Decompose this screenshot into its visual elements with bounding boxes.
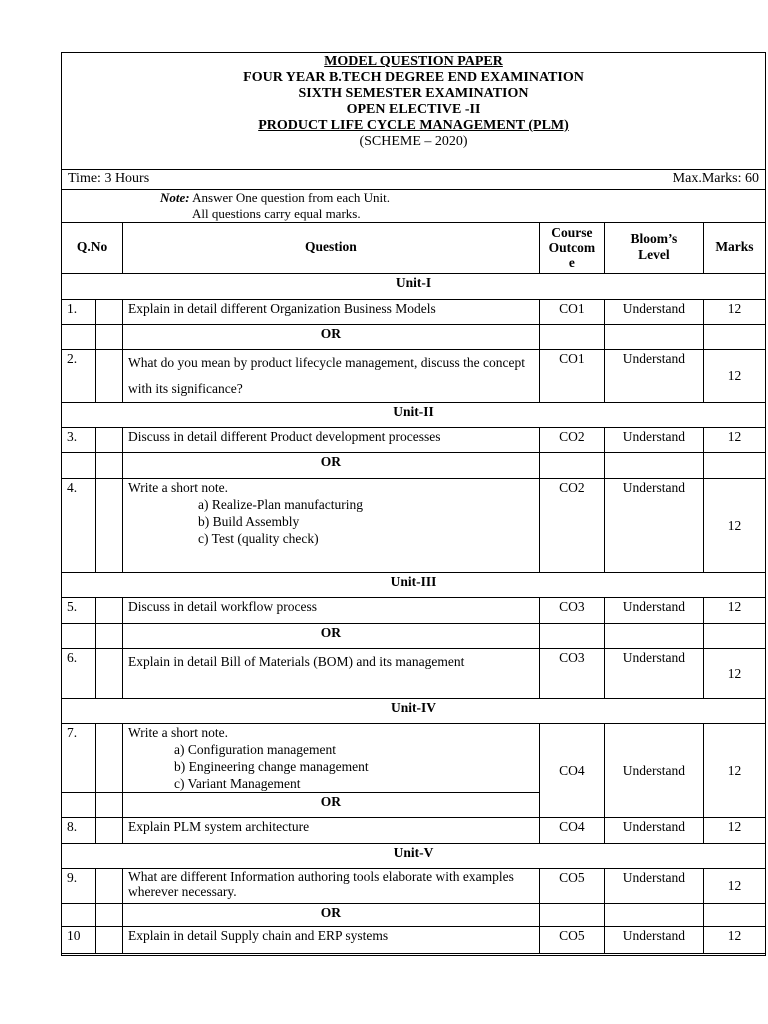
or-row: OR bbox=[62, 452, 766, 478]
unit-row: Unit-V bbox=[62, 843, 766, 868]
time-label: Time: 3 Hours bbox=[68, 171, 150, 186]
note-text-1: Answer One question from each Unit. bbox=[189, 190, 390, 205]
paper-title: MODEL QUESTION PAPER bbox=[324, 54, 503, 69]
col-blooms-level: Bloom’s Level bbox=[604, 222, 703, 273]
scheme-label: (SCHEME – 2020) bbox=[359, 134, 468, 149]
question-paper bbox=[61, 52, 766, 956]
note-line-1 bbox=[160, 190, 390, 206]
note-line-2: All questions carry equal marks. bbox=[192, 206, 361, 221]
time-marks-row bbox=[62, 169, 765, 190]
semester-title: SIXTH SEMESTER EXAMINATION bbox=[298, 86, 529, 101]
col-qno: Q.No bbox=[62, 222, 123, 273]
note-row bbox=[62, 189, 765, 223]
table-row: 3. Discuss in detail different Product development processes CO2 Understand 12 bbox=[62, 427, 766, 452]
questions-table bbox=[61, 222, 766, 954]
unit-row: Unit-I bbox=[62, 273, 766, 299]
table-row: 4. Write a short note. a) Realize-Plan manufacturing b) Build Assembly c) Test (quality check) CO2 Understand 12 bbox=[62, 478, 766, 572]
unit-row: Unit-III bbox=[62, 572, 766, 597]
col-marks: Marks bbox=[703, 222, 765, 273]
table-row: 2. What do you mean by product lifecycle management, discuss the concept with its significance? CO1 Understand 12 bbox=[62, 349, 766, 402]
table-row: 1. Explain in detail different Organization Business Models CO1 Understand 12 bbox=[62, 299, 766, 324]
unit-row: Unit-II bbox=[62, 402, 766, 427]
paper-header bbox=[62, 53, 765, 170]
or-row: OR bbox=[62, 792, 766, 817]
col-course-outcome: Course Outcom e bbox=[539, 222, 604, 273]
exam-title: FOUR YEAR B.TECH DEGREE END EXAMINATION bbox=[243, 70, 584, 85]
elective-title: OPEN ELECTIVE -II bbox=[346, 102, 481, 117]
table-row: 8. Explain PLM system architecture CO4 Understand 12 bbox=[62, 817, 766, 843]
table-header-row bbox=[62, 222, 766, 273]
col-question: Question bbox=[123, 222, 540, 273]
or-row: OR bbox=[62, 623, 766, 648]
table-row: 10 Explain in detail Supply chain and ERP systems CO5 Understand 12 bbox=[62, 926, 766, 953]
table-row: 6. Explain in detail Bill of Materials (BOM) and its management CO3 Understand 12 bbox=[62, 648, 766, 698]
max-marks-label: Max.Marks: 60 bbox=[672, 171, 759, 186]
note-label: Note: bbox=[160, 190, 190, 205]
table-row: 7. Write a short note. a) Configuration management b) Engineering change management c) Variant Management CO4 Understand 12 bbox=[62, 723, 766, 792]
table-row: 9. What are different Information authoring tools elaborate with examples wherever necessary. CO5 Understand 12 bbox=[62, 868, 766, 903]
or-row: OR bbox=[62, 324, 766, 349]
or-row: OR bbox=[62, 903, 766, 926]
unit-row: Unit-IV bbox=[62, 698, 766, 723]
table-row: 5. Discuss in detail workflow process CO3 Understand 12 bbox=[62, 597, 766, 623]
subject-title: PRODUCT LIFE CYCLE MANAGEMENT (PLM) bbox=[258, 118, 569, 133]
